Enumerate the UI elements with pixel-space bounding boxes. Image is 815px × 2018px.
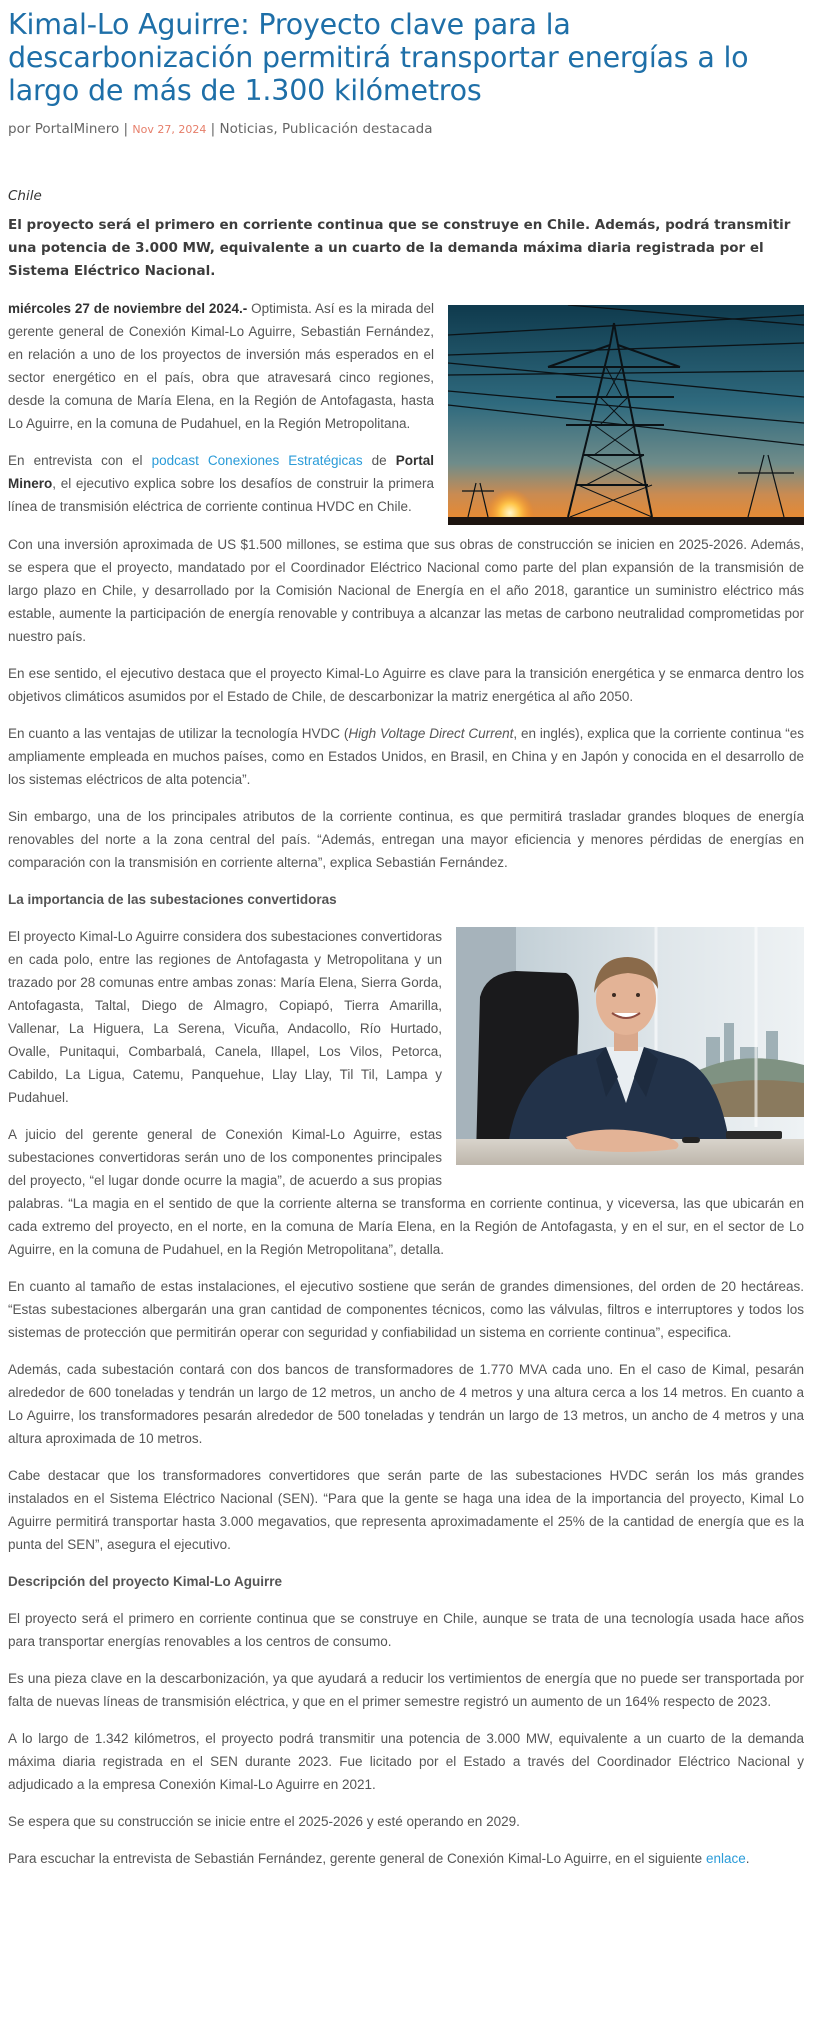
paragraph-length: A lo largo de 1.342 kilómetros, el proyecto podrá transmitir una potencia de 3.000 MW, equivalente a un cuarto de la demanda máxima diaria registrada en el SEN durante 2023. Fue licitado por el Estado a través del Coordinador Eléctrico Nacional y adjudicado a la empresa Conexión Kimal-Lo Aguirre en 2021.: [8, 1731, 804, 1792]
category-link-noticias[interactable]: Noticias: [219, 121, 274, 137]
paragraph-attributes: Sin embargo, una de los principales atributos de la corriente continua, es que permitirá trasladar grandes bloques de energía renovables del norte a la zona central del país. “Además, entregan una mayor eficiencia y menores pérdidas de energías en comparación con la transmisión en corriente alterna”, explica Sebastián Fernández.: [8, 809, 804, 870]
paragraph-schedule: Se espera que su construcción se inicie entre el 2025-2026 y esté operando en 2029.: [8, 1814, 520, 1829]
article-lead: El proyecto será el primero en corriente continua que se construye en Chile. Además, podrá transmitir una potencia de 3.000 MW, equivalente a un cuarto de la demanda máxima diaria registrada por el Sistema Eléctrico Nacional.: [8, 217, 791, 279]
paragraph-communes: El proyecto Kimal-Lo Aguirre considera dos subestaciones convertidoras en cada polo, entre las regiones de Antofagasta y Metropolitana y un trazado por 28 comunas entre ambas zonas: María Elena, Sierra Gorda, Antofagasta, Taltal, Diego de Almagro, Copiapó, Tierra Amarilla, Vallenar, La Higuera, La Serena, Vicuña, Andacollo, Río Hurtado, Ovalle, Punitaqui, Combarbalá, Canela, Illapel, Los Vilos, Petorca, Cabildo, La Ligua, Catemu, Panquehue, Llay Llay, Til Til, Lampa y Pudahuel.: [8, 929, 442, 1105]
subheading-substations: La importancia de las subestaciones convertidoras: [8, 892, 337, 907]
region-label: Chile: [8, 188, 42, 204]
paragraph-investment: Con una inversión aproximada de US $1.500 millones, se estima que sus obras de construcción se inicien en 2025-2026. Además, se espera que el proyecto, mandatado por el Coordinador Eléctrico Nacional como parte del plan expansión de la transmisión de largo plazo en Chile, y desarrollado por la Comisión Nacional de Energía en el año 2018, garantice un suministro eléctrico más estable, aumente la participación de energía renovable y contribuya a alcanzar las metas de carbono neutralidad comprometidas por nuestro país.: [8, 537, 804, 644]
article: [8, 8, 804, 1884]
pylon-image: [448, 305, 804, 525]
meta-by: por: [8, 121, 31, 137]
paragraph-magic: A juicio del gerente general de Conexión Kimal-Lo Aguirre, estas subestaciones convertidoras serán uno de los componentes principales del proyecto, “el lugar donde ocurre la magia”, de acuerdo a sus propias palabras. “La magia en el sentido de que la corriente alterna se transforma en corriente continua, y viceversa, las que ubicarán en cada extremo del proyecto, en el norte, en la comuna de María Elena, en la Región de Antofagasta, y en el sur, en el sector de Lo Aguirre, en la comuna de Pudahuel, en la Región Metropolitana”, detalla.: [8, 1127, 804, 1257]
executive-portrait-icon: [456, 927, 804, 1165]
portrait-image: [456, 927, 804, 1165]
portal-minero-bold: Portal Minero: [8, 453, 434, 491]
author-link[interactable]: PortalMinero: [34, 121, 120, 137]
post-meta: por PortalMinero | Nov 27, 2024 | Noticias, Publicación destacada: [8, 121, 433, 137]
interview-link[interactable]: enlace: [705, 1851, 746, 1866]
category-link-destacada[interactable]: Publicación destacada: [281, 121, 433, 137]
paragraph-decarbonization: Es una pieza clave en la descarbonización, ya que ayudará a reducir los vertimientos de energía que no puede ser transportada por falta de nuevas líneas de transmisión eléctrica, y que en el primer semestre registró un aumento de un 164% respecto de 2023.: [8, 1671, 804, 1709]
paragraph-transition: En ese sentido, el ejecutivo destaca que el proyecto Kimal-Lo Aguirre es clave para la transición energética y se enmarca dentro los objetivos climáticos asumidos por el Estado de Chile, de descarbonizar la matriz energética al año 2050.: [8, 666, 804, 704]
paragraph-podcast: En entrevista con el podcast Conexiones Estratégicas de Portal Minero, el ejecutivo explica sobre los desafíos de construir la primera línea de transmisión eléctrica de corriente continua HVDC en Chile.: [8, 453, 434, 514]
article-title: Kimal-Lo Aguirre: Proyecto clave para la descarbonización permitirá transportar energías a lo largo de más de 1.300 kilómetros: [8, 8, 749, 107]
post-date: Nov 27, 2024: [132, 123, 207, 136]
paragraph-transformers: Además, cada subestación contará con dos bancos de transformadores de 1.770 MVA cada uno. En el caso de Kimal, pesarán alrededor de 600 toneladas y tendrán un largo de 12 metros, un ancho de 4 metros y una altura cerca a los 14 metros. En cuanto a Lo Aguirre, los transformadores pesarán alrededor de 500 toneladas y tendrán un largo de 13 metros, un ancho de 4 metros y una altura aproximada de 10 metros.: [8, 1362, 804, 1446]
transmission-tower-icon: [448, 305, 804, 525]
paragraph-largest: Cabe destacar que los transformadores convertidores que serán parte de las subestaciones HVDC serán los más grandes instalados en el Sistema Eléctrico Nacional (SEN). “Para que la gente se haga una idea de la importancia del proyecto, Kimal Lo Aguirre permitirá transportar hasta 3.000 megavatios, que representa aproximadamente el 25% de la cantidad de energía que es la punta del SEN”, asegura el ejecutivo.: [8, 1468, 804, 1552]
paragraph-size: En cuanto al tamaño de estas instalaciones, el ejecutivo sostiene que serán de grandes dimensiones, del orden de 20 hectáreas. “Estas subestaciones albergarán una gran cantidad de componentes técnicos, como las válvulas, filtros e interruptores y todos los sistemas de protección que permitirán operar con seguridad y confiabilidad un sistema en corriente continua”, especifica.: [8, 1279, 804, 1340]
paragraph-first: El proyecto será el primero en corriente continua que se construye en Chile, aunque se trata de una tecnología usada hace años para transportar energías renovables a los centros de consumo.: [8, 1611, 804, 1649]
paragraph-hvdc: En cuanto a las ventajas de utilizar la tecnología HVDC (High Voltage Direct Current, en inglés), explica que la corriente continua “es ampliamente empleada en muchos países, como en Estados Unidos, en Brasil, en China y en Japón y conocida en el desarrollo de los sistemas eléctricos de alta potencia”.: [8, 726, 804, 787]
paragraph-intro: miércoles 27 de noviembre del 2024.- Optimista. Así es la mirada del gerente general de Conexión Kimal-Lo Aguirre, Sebastián Fernández, en relación a uno de los proyectos de inversión más esperados en el sector energético en el país, obra que atravesará cinco regiones, desde la comuna de María Elena, en la Región de Antofagasta, hasta Lo Aguirre, en la comuna de Pudahuel, en la Región Metropolitana.: [8, 301, 434, 431]
dateline: miércoles 27 de noviembre del 2024.-: [8, 301, 248, 316]
subheading-description: Descripción del proyecto Kimal-Lo Aguirre: [8, 1574, 283, 1589]
paragraph-listen: Para escuchar la entrevista de Sebastián Fernández, gerente general de Conexión Kimal-Lo Aguirre, en el siguiente enlace.: [8, 1851, 750, 1866]
podcast-link[interactable]: podcast Conexiones Estratégicas: [151, 453, 363, 468]
